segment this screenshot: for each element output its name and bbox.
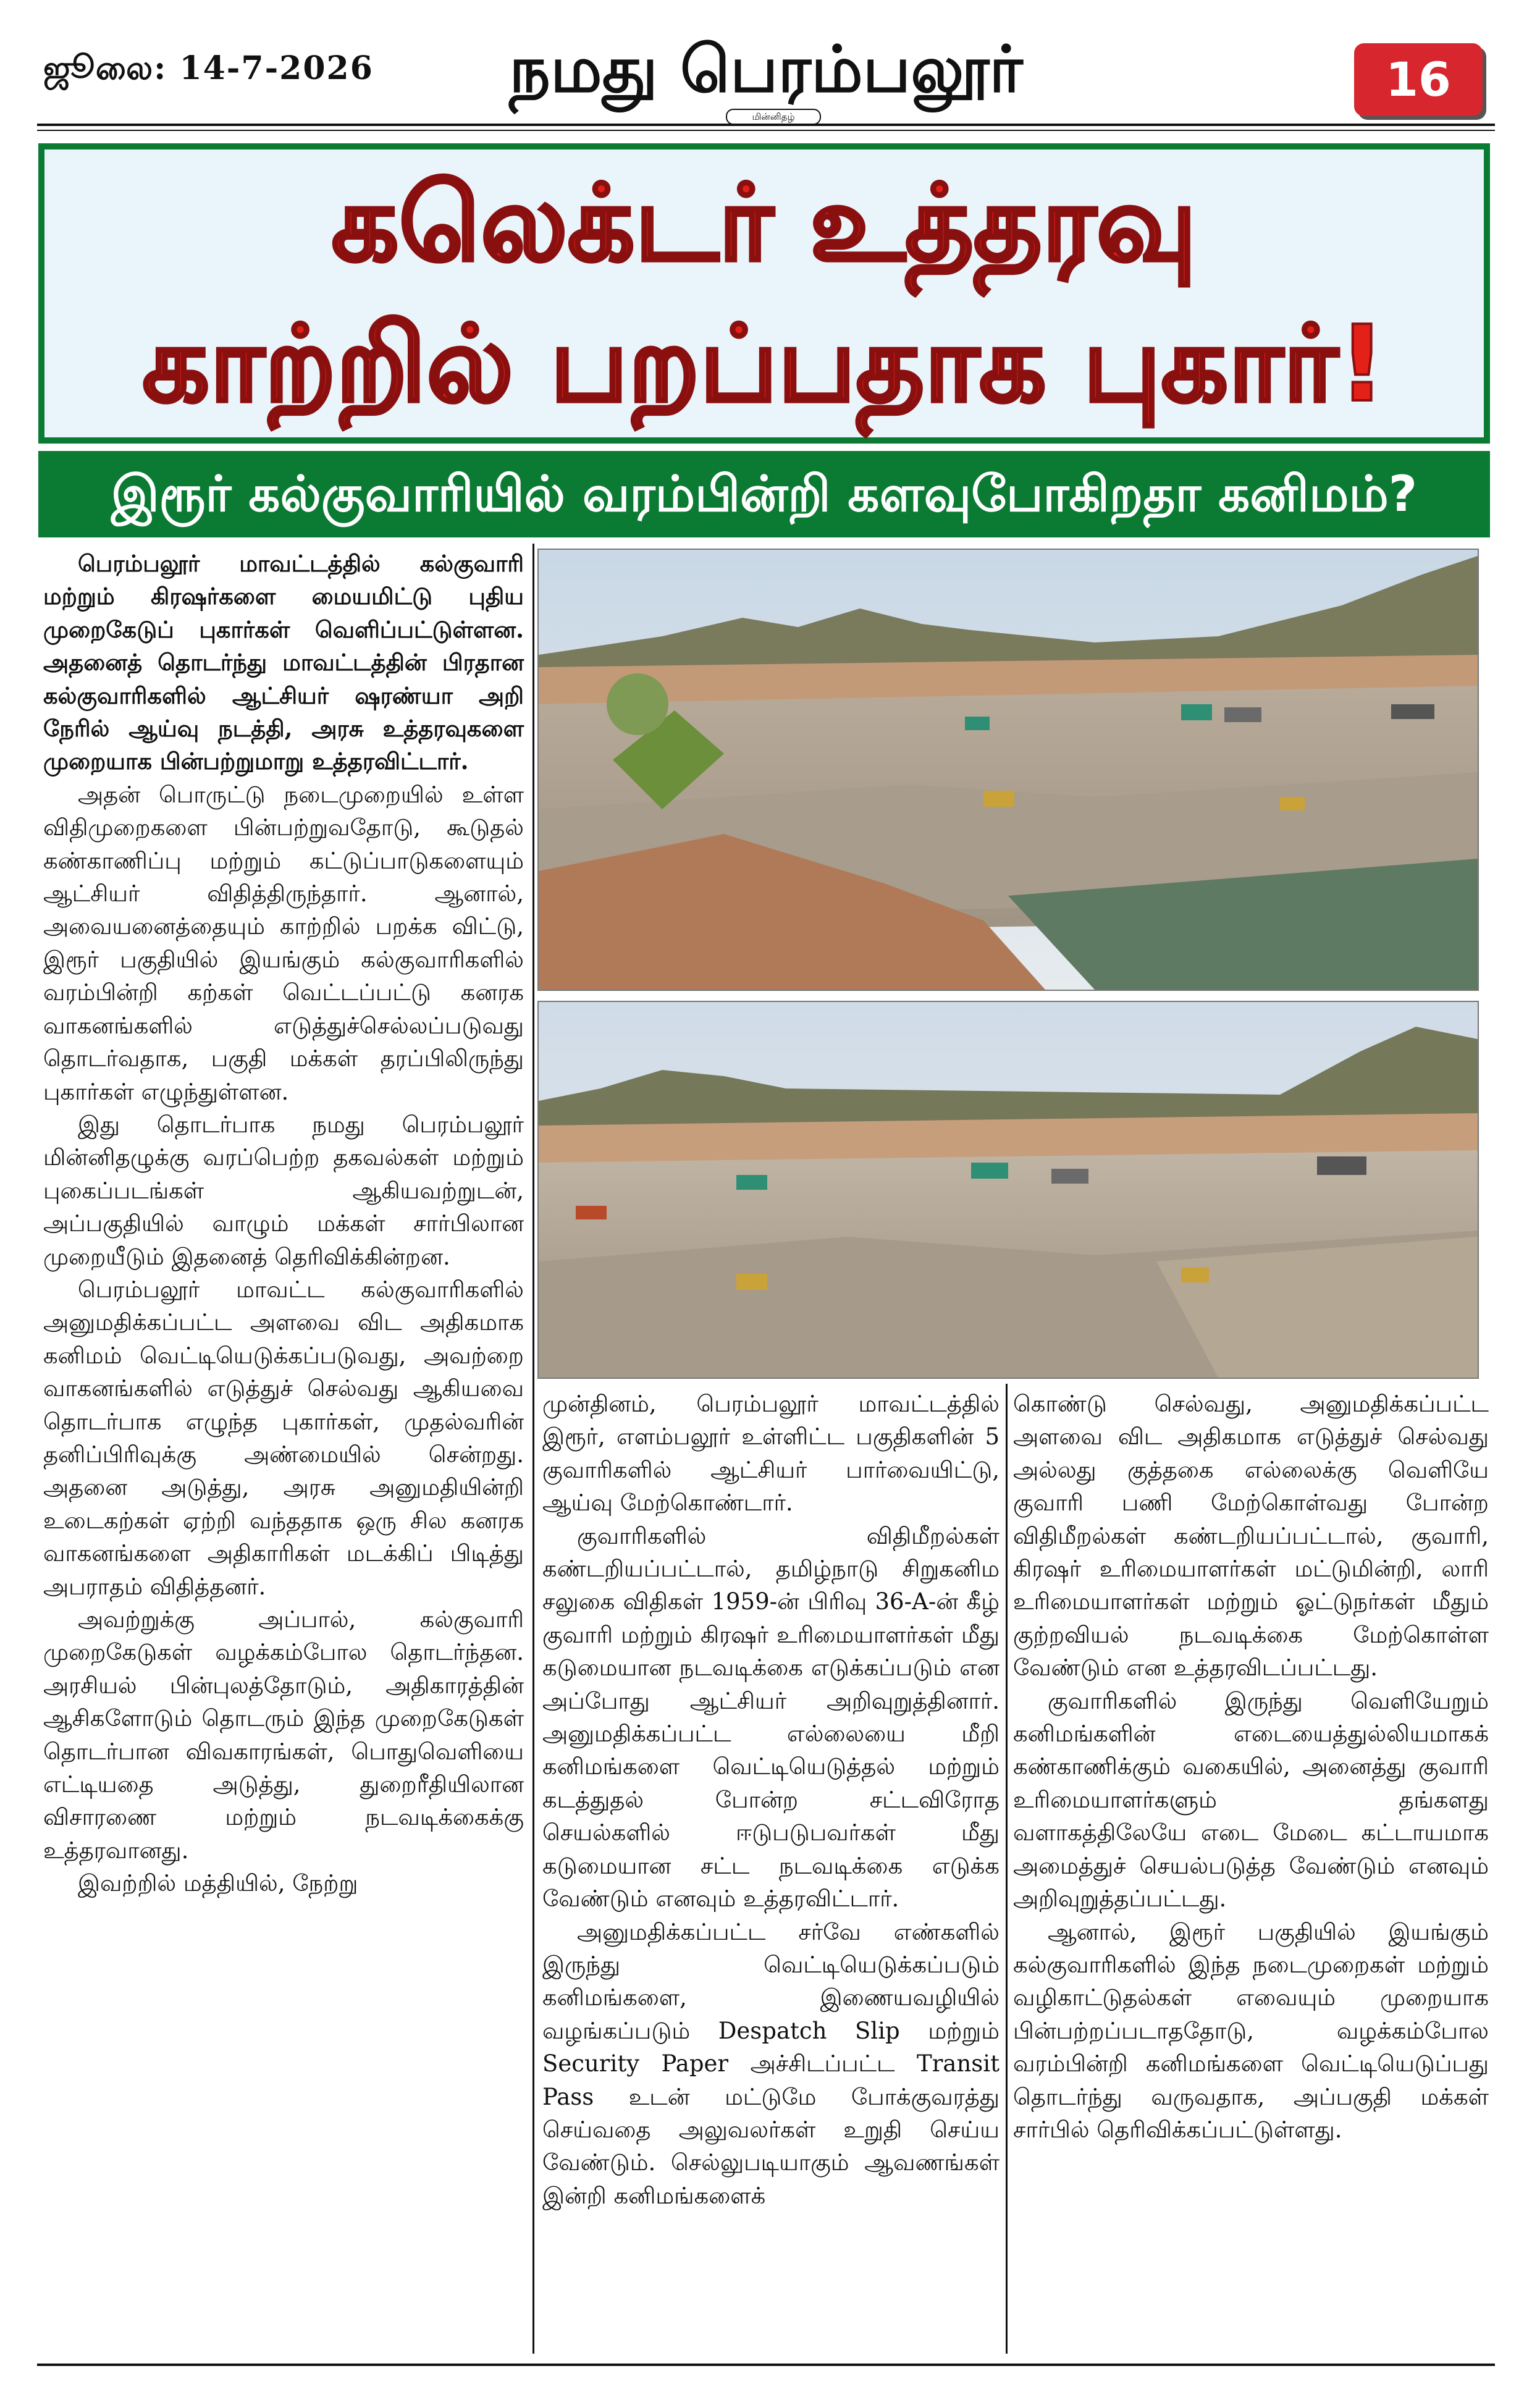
issue-date: ஜூலை: 14-7-2026 [43,49,374,87]
quarry-photo-1 [537,549,1479,991]
article-paragraph: கொண்டு செல்வது, அனுமதிக்கப்பட்ட அளவை விட அதிகமாக எடுத்துச் செல்வது அல்லது குத்தகை எல்லைக்கு வெளியே குவாரி பணி மேற்கொள்வது போன்ற விதிமீறல்கள் கண்டறியப்பட்டால், குவாரி, கிரஷர் உரிமையாளர்கள் மட்டுமின்றி, லாரி உரிமையாளர்கள் மற்றும் ஓட்டுநர்கள் மீதும் குற்றவியல் நடவடிக்கை மேற்கொள்ள வேண்டும் என உத்தரவிடப்பட்டது. [1013,1391,1489,1682]
article-paragraph: குவாரிகளில் விதிமீறல்கள் கண்டறியப்பட்டால், தமிழ்நாடு சிறுகனிம சலுகை விதிகள் 1959-ன் பிரிவு 36-A-ன் கீழ் குவாரி மற்றும் கிரஷர் உரிமையாளர்கள் மீது கடுமையான நடவடிக்கை எடுக்கப்படும் என அப்போது ஆட்சியர் அறிவுறுத்தினார். அனுமதிக்கப்பட்ட எல்லையை மீறி கனிமங்களை வெட்டியெடுத்தல் மற்றும் கடத்துதல் போன்ற சட்டவிரோத செயல்களில் ஈடுபடுபவர்கள் மீது கடுமையான சட்ட நடவடிக்கை எடுக்க வேண்டும் எனவும் உத்தரவிட்டார். [542,1522,1000,1913]
article-paragraph: அனுமதிக்கப்பட்ட சர்வே எண்களில் இருந்து வெட்டியெடுக்கப்படும் கனிமங்களை, இணையவழியில் வழங்கப்படும் Despatch Slip மற்றும் Security Paper அச்சிடப்பட்ட Transit Pass உடன் மட்டுமே போக்குவரத்து செய்வதை அலுவலர்கள் உறுதி செய்ய வேண்டும். செல்லுபடியாகும் ஆவணங்கள் இன்றி கனிமங்களைக் [542,1918,1000,2209]
headline-line-2: காற்றில் பறப்பதாக புகார்! [142,303,1386,426]
newspaper-tagline: மின்னிதழ் [726,109,821,125]
footer-rule [37,2364,1495,2366]
article-paragraph: முன்தினம், பெரம்பலூர் மாவட்டத்தில் இரூர், எளம்பலூர் உள்ளிட்ட பகுதிகளின் 5 குவாரிகளில் ஆட்சியர் பார்வையிட்டு, ஆய்வு மேற்கொண்டார். [542,1391,1000,1517]
column-divider [532,544,534,2354]
quarry-photo-2 [537,1001,1479,1379]
page-number-badge: 16 [1354,43,1483,116]
article-column-2 [542,1387,1000,2212]
article-paragraph: பெரம்பலூர் மாவட்ட கல்குவாரிகளில் அனுமதிக்கப்பட்ட அளவை விட அதிகமாக கனிமம் வெட்டியெடுக்கப்படுவது, அவற்றை வாகனங்களில் எடுத்துச் செல்வது ஆகியவை தொடர்பாக எழுந்த புகார்கள், முதல்வரின் தனிப்பிரிவுக்கு அண்மையில் சென்றது. அதனை அடுத்து, அரசு அனுமதியின்றி உடைகற்கள் ஏற்றி வந்ததாக ஒரு சில கனரக வாகனங்களை அதிகாரிகள் மடக்கிப் பிடித்து அபராதம் விதித்தனர். [43,1276,524,1600]
article-paragraph: அதன் பொருட்டு நடைமுறையில் உள்ள விதிமுறைகளை பின்பற்றுவதோடு, கூடுதல் கண்காணிப்பு மற்றும் கட்டுப்பாடுகளையும் ஆட்சியர் விதித்திருந்தார். ஆனால், அவையனைத்தையும் காற்றில் பறக்க விட்டு, இரூர் பகுதியில் இயங்கும் கல்குவாரிகளில் வரம்பின்றி கற்கள் வெட்டப்பட்டு கனரக வாகனங்களில் எடுத்துச்செல்லப்படுவது தொடர்வதாக, பகுதி மக்கள் தரப்பிலிருந்து புகார்கள் எழுந்துள்ளன. [43,781,524,1105]
article-paragraph: குவாரிகளில் இருந்து வெளியேறும் கனிமங்களின் எடையைத்துல்லியமாகக் கண்காணிக்கும் வகையில், அனைத்து குவாரி உரிமையாளர்களும் தங்களது வளாகத்திலேயே எடை மேடை கட்டாயமாக அமைத்துச் செயல்படுத்த வேண்டும் எனவும் அறிவுறுத்தப்பட்டது. [1013,1687,1489,1913]
article-paragraph: இது தொடர்பாக நமது பெரம்பலூர் மின்னிதழுக்கு வரப்பெற்ற தகவல்கள் மற்றும் புகைப்படங்கள் ஆகியவற்றுடன், அப்பகுதியில் வாழும் மக்கள் சார்பிலான முறையீடும் இதனைத் தெரிவிக்கின்றன. [43,1111,524,1270]
article-column-3 [1013,1387,1489,2146]
article-paragraph: பெரம்பலூர் மாவட்டத்தில் கல்குவாரி மற்றும் கிரஷர்களை மையமிட்டு புதிய முறைகேடுப் புகார்கள் வெளிப்பட்டுள்ளன. அதனைத் தொடர்ந்து மாவட்டத்தின் பிரதான கல்குவாரிகளில் ஆட்சியர் ஷரண்யா அறி நேரில் ஆய்வு நடத்தி, அரசு உத்தரவுகளை முறையாக பின்பற்றுமாறு உத்தரவிட்டார். [43,550,524,775]
article-paragraph: ஆனால், இரூர் பகுதியில் இயங்கும் கல்குவாரிகளில் இந்த நடைமுறைகள் மற்றும் வழிகாட்டுதல்கள் எவையும் முறையாக பின்பற்றப்படாததோடு, வழக்கம்போல வரம்பின்றி கனிமங்களை வெட்டியெடுப்பது தொடர்ந்து வருவதாக, அப்பகுதி மக்கள் சார்பில் தெரிவிக்கப்பட்டுள்ளது. [1013,1918,1489,2143]
column-divider [1006,1384,1008,2354]
newspaper-title: நமது பெரம்பலூர் [509,31,1023,107]
masthead-rule [37,124,1495,126]
article-column-1 [43,547,524,1900]
masthead-rule-thin [37,130,1495,131]
article-paragraph: இவற்றில் மத்தியில், நேற்று [78,1870,358,1897]
headline-line-1: கலெக்டர் உத்தரவு [331,162,1197,285]
subheading-bar: இரூர் கல்குவாரியில் வரம்பின்றி களவுபோகிறதா கனிமம்? [38,451,1490,537]
article-paragraph: அவற்றுக்கு அப்பால், கல்குவாரி முறைகேடுகள் வழக்கம்போல தொடர்ந்தன. அரசியல் பின்புலத்தோடும், அதிகாரத்தின் ஆசிகளோடும் தொடரும் இந்த முறைகேடுகள் தொடர்பான விவகாரங்கள், பொதுவெளியை எட்டியதை அடுத்து, துறைரீதியிலான விசாரணை மற்றும் நடவடிக்கைக்கு உத்தரவானது. [43,1606,524,1864]
